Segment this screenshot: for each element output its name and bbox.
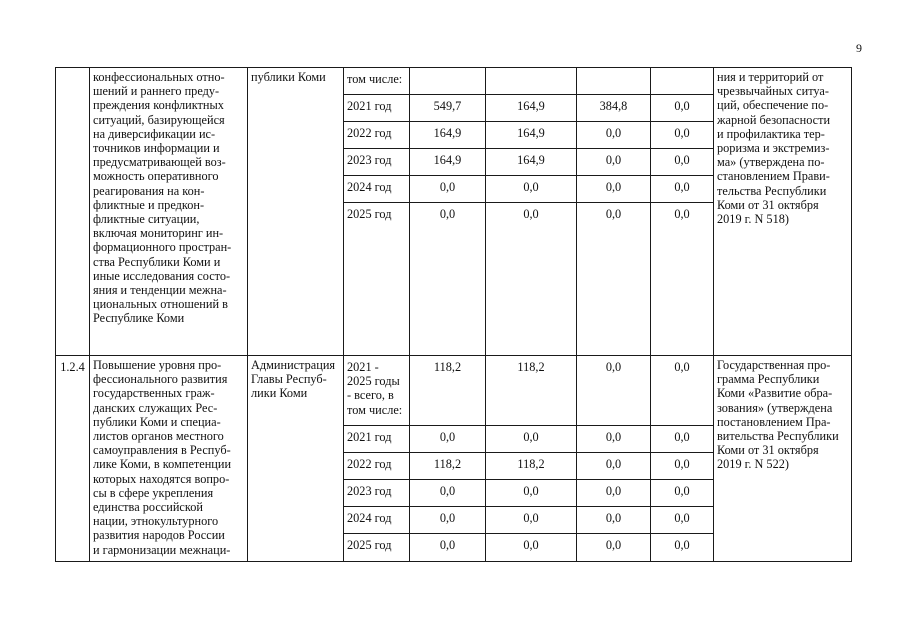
amount-cell-local bbox=[651, 68, 714, 95]
amount-cell-federal: 0,0 bbox=[486, 534, 577, 562]
amount-cell-federal: 118,2 bbox=[486, 453, 577, 480]
amount-cell-regional: 0,0 bbox=[577, 426, 651, 453]
page-number: 9 bbox=[856, 41, 862, 55]
amount-cell-regional bbox=[577, 68, 651, 95]
amount-cell-federal: 118,2 bbox=[486, 356, 577, 426]
amount-cell-federal: 164,9 bbox=[486, 122, 577, 149]
amount-cell-total bbox=[410, 68, 486, 95]
period-cell: 2025 год bbox=[344, 534, 410, 562]
amount-cell-total: 0,0 bbox=[410, 507, 486, 534]
amount-cell-total: 0,0 bbox=[410, 534, 486, 562]
period-cell: 2021 год bbox=[344, 426, 410, 453]
amount-cell-local: 0,0 bbox=[651, 356, 714, 426]
amount-cell-local: 0,0 bbox=[651, 122, 714, 149]
amount-cell-total: 0,0 bbox=[410, 426, 486, 453]
period-cell: 2024 год bbox=[344, 176, 410, 203]
amount-cell-total: 0,0 bbox=[410, 176, 486, 203]
amount-cell-federal: 0,0 bbox=[486, 507, 577, 534]
table-row bbox=[56, 356, 852, 426]
amount-cell-regional: 0,0 bbox=[577, 480, 651, 507]
amount-cell-regional: 0,0 bbox=[577, 507, 651, 534]
amount-cell-regional: 0,0 bbox=[577, 356, 651, 426]
period-cell: 2021 - 2025 годы - всего, в том числе: bbox=[344, 356, 410, 426]
amount-cell-regional: 0,0 bbox=[577, 149, 651, 176]
amount-cell-local: 0,0 bbox=[651, 203, 714, 356]
amount-cell-regional: 0,0 bbox=[577, 453, 651, 480]
amount-cell-local: 0,0 bbox=[651, 95, 714, 122]
table-body bbox=[56, 68, 852, 562]
amount-cell-federal: 164,9 bbox=[486, 95, 577, 122]
amount-cell-local: 0,0 bbox=[651, 534, 714, 562]
period-cell: 2023 год bbox=[344, 480, 410, 507]
amount-cell-total: 0,0 bbox=[410, 480, 486, 507]
amount-cell-local: 0,0 bbox=[651, 453, 714, 480]
item-index bbox=[56, 68, 90, 356]
period-cell: 2022 год bbox=[344, 453, 410, 480]
amount-cell-local: 0,0 bbox=[651, 426, 714, 453]
amount-cell-total: 164,9 bbox=[410, 122, 486, 149]
amount-cell-regional: 0,0 bbox=[577, 122, 651, 149]
item-executor: Администрация Главы Респуб- лики Коми bbox=[248, 356, 344, 562]
period-cell: том числе: bbox=[344, 68, 410, 95]
state-program-reference: ния и территорий от чрезвычайных ситуа- ций, обеспечение по- жарной безопасности и профилактика тер- роризма и экстремиз- ма» (утверждена по- становлением Прави- тельства Республики Коми от 31 октября 2019 г. N 518) bbox=[714, 68, 852, 356]
amount-cell-federal: 0,0 bbox=[486, 176, 577, 203]
state-program-reference: Государственная про- грамма Республики Коми «Развитие обра- зования» (утверждена постановлением Пра- вительства Республики Коми от 31 октября 2019 г. N 522) bbox=[714, 356, 852, 562]
table-row bbox=[56, 68, 852, 95]
period-cell: 2021 год bbox=[344, 95, 410, 122]
amount-cell-total: 549,7 bbox=[410, 95, 486, 122]
amount-cell-regional: 384,8 bbox=[577, 95, 651, 122]
item-description: Повышение уровня про- фессионального развития государственных граж- данских служащих Рес- публики Коми и специа- листов органов местного самоуправления в Респуб- лике Коми, в компетенции которых находятся вопро- сы в сфере укрепления единства российской нации, этнокультурного развития народов России и гармонизации межнаци- bbox=[90, 356, 248, 562]
item-description: конфессиональных отно- шений и раннего преду- преждения конфликтных ситуаций, базирующейся на диверсификации ис- точников информации и предусматривающей воз- можность оперативного реагирования на кон- фликтные и предкон- фликтные ситуации, включая мониторинг ин- формационного простран- ства Республики Коми и иные исследования состо- яния и тенденции межна- циональных отношений в Республике Коми bbox=[90, 68, 248, 356]
amount-cell-local: 0,0 bbox=[651, 507, 714, 534]
program-table bbox=[55, 67, 852, 562]
amount-cell-total: 0,0 bbox=[410, 203, 486, 356]
amount-cell-total: 118,2 bbox=[410, 356, 486, 426]
amount-cell-federal: 164,9 bbox=[486, 149, 577, 176]
amount-cell-total: 164,9 bbox=[410, 149, 486, 176]
amount-cell-regional: 0,0 bbox=[577, 176, 651, 203]
amount-cell-local: 0,0 bbox=[651, 176, 714, 203]
amount-cell-regional: 0,0 bbox=[577, 534, 651, 562]
amount-cell-total: 118,2 bbox=[410, 453, 486, 480]
period-cell: 2022 год bbox=[344, 122, 410, 149]
amount-cell-federal: 0,0 bbox=[486, 426, 577, 453]
amount-cell-federal bbox=[486, 68, 577, 95]
period-cell: 2024 год bbox=[344, 507, 410, 534]
item-executor: публики Коми bbox=[248, 68, 344, 356]
period-cell: 2023 год bbox=[344, 149, 410, 176]
amount-cell-federal: 0,0 bbox=[486, 480, 577, 507]
amount-cell-federal: 0,0 bbox=[486, 203, 577, 356]
amount-cell-local: 0,0 bbox=[651, 480, 714, 507]
amount-cell-local: 0,0 bbox=[651, 149, 714, 176]
item-index: 1.2.4 bbox=[56, 356, 90, 562]
amount-cell-regional: 0,0 bbox=[577, 203, 651, 356]
period-cell: 2025 год bbox=[344, 203, 410, 356]
